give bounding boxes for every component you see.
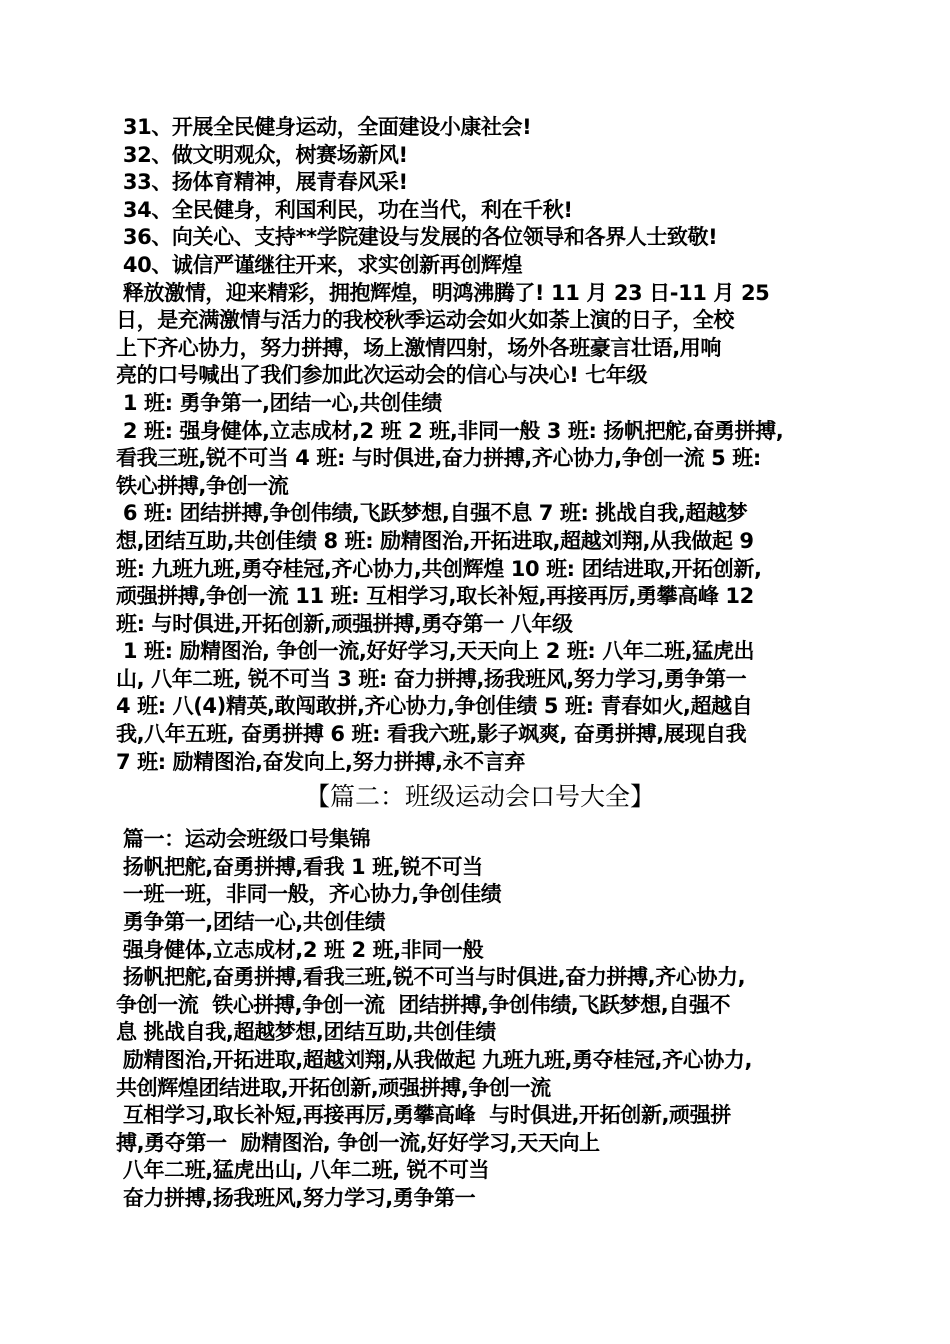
text-line: 班: 与时俱进,开拓创新,顽强拼搏,勇夺第一 八年级: [116, 611, 573, 636]
text-line: 共创辉煌团结进取,开拓创新,顽强拼搏,争创一流: [116, 1075, 551, 1100]
text-line: 搏,勇夺第一 励精图治, 争创一流,好好学习,天天向上: [116, 1130, 600, 1155]
text-line: 强身健体,立志成材,2 班 2 班,非同一般: [116, 937, 484, 962]
text-line: 34、全民健身，利国利民，功在当代，利在千秋!: [116, 197, 573, 222]
text-line: 一班一班，非同一般，齐心协力,争创佳绩: [116, 882, 502, 907]
text-line: 7 班: 励精图治,奋发向上,努力拼搏,永不言弃: [116, 749, 525, 774]
text-line: 八年二班,猛虎出山, 八年二班, 锐不可当: [116, 1158, 490, 1183]
text-line: 1 班: 励精图治, 争创一流,好好学习,天天向上 2 班: 八年二班,猛虎出: [116, 639, 755, 664]
text-line: 励精图治,开拓进取,超越刘翔,从我做起 九班九班,勇夺桂冠,齐心协力,: [116, 1048, 753, 1072]
text-line: 31、开展全民健身运动，全面建设小康社会!: [116, 115, 532, 139]
document-page: [116, 114, 844, 1213]
text-line: 36、向关心、支持**学院建设与发展的各位领导和各界人士致敬!: [116, 225, 718, 250]
text-line: 铁心拼搏,争创一流: [116, 473, 289, 498]
text-line: 篇一：运动会班级口号集锦: [116, 827, 371, 852]
text-line: 32、做文明观众，树赛场新风!: [116, 142, 408, 167]
text-line: 顽强拼搏,争创一流 11 班: 互相学习,取长补短,再接再厉,勇攀高峰 12: [116, 584, 754, 609]
text-line: 争创一流 铁心拼搏,争创一流 团结拼搏,争创伟绩,飞跃梦想,自强不: [116, 992, 731, 1017]
text-line: 40、诚信严谨继往开来，求实创新再创辉煌: [116, 252, 523, 277]
text-line: 扬帆把舵,奋勇拼搏,看我 1 班,锐不可当: [116, 854, 483, 879]
text-line: 勇争第一,团结一心,共创佳绩: [116, 910, 386, 935]
text-line: 山, 八年二班, 锐不可当 3 班: 奋力拼搏,扬我班风,努力学习,勇争第一: [116, 666, 747, 691]
text-line: 释放激情，迎来精彩，拥抱辉煌，明鸿沸腾了! 11 月 23 日-11 月 25: [116, 280, 770, 305]
text-line: 上下齐心协力，努力拼搏，场上激情四射，场外各班豪言壮语,用响: [116, 335, 721, 360]
text-line: 2 班: 强身健体,立志成材,2 班 2 班,非同一般 3 班: 扬帆把舵,奋勇拼搏,: [116, 418, 784, 443]
text-line: 互相学习,取长补短,再接再厉,勇攀高峰 与时俱进,开拓创新,顽强拼: [116, 1103, 731, 1128]
text-line: 想,团结互助,共创佳绩 8 班: 励精图治,开拓进取,超越刘翔,从我做起 9: [116, 528, 754, 553]
text-line: 班: 九班九班,勇夺桂冠,齐心协力,共创辉煌 10 班: 团结进取,开拓创新,: [116, 556, 762, 581]
text-line: 亮的口号喊出了我们参加此次运动会的信心与决心! 七年级: [116, 363, 648, 388]
text-line: 看我三班,锐不可当 4 班: 与时俱进,奋力拼搏,齐心协力,争创一流 5 班:: [116, 446, 761, 471]
text-line: 我,八年五班, 奋勇拼搏 6 班: 看我六班,影子飒爽, 奋勇拼搏,展现自我: [116, 722, 747, 747]
text-line: 4 班: 八(4)精英,敢闯敢拼,齐心协力,争创佳绩 5 班: 青春如火,超越自: [116, 694, 753, 719]
text-line: 扬帆把舵,奋勇拼搏,看我三班,锐不可当与时俱进,奋力拼搏,齐心协力,: [116, 965, 746, 990]
text-line: 6 班: 团结拼搏,争创伟绩,飞跃梦想,自强不息 7 班: 挑战自我,超越梦: [116, 501, 748, 526]
text-line: 息 挑战自我,超越梦想,团结互助,共创佳绩: [116, 1020, 496, 1045]
section-two: [116, 826, 844, 1212]
text-line: 奋力拼搏,扬我班风,努力学习,勇争第一: [116, 1185, 476, 1210]
section-one: [116, 114, 844, 776]
text-line: 日，是充满激情与活力的我校秋季运动会如火如荼上演的日子，全校: [116, 308, 734, 333]
text-line: 1 班: 勇争第一,团结一心,共创佳绩: [116, 390, 442, 415]
text-line: 33、扬体育精神，展青春风采!: [116, 170, 408, 195]
section-heading: 【篇二：班级运动会口号大全】: [304, 782, 655, 812]
